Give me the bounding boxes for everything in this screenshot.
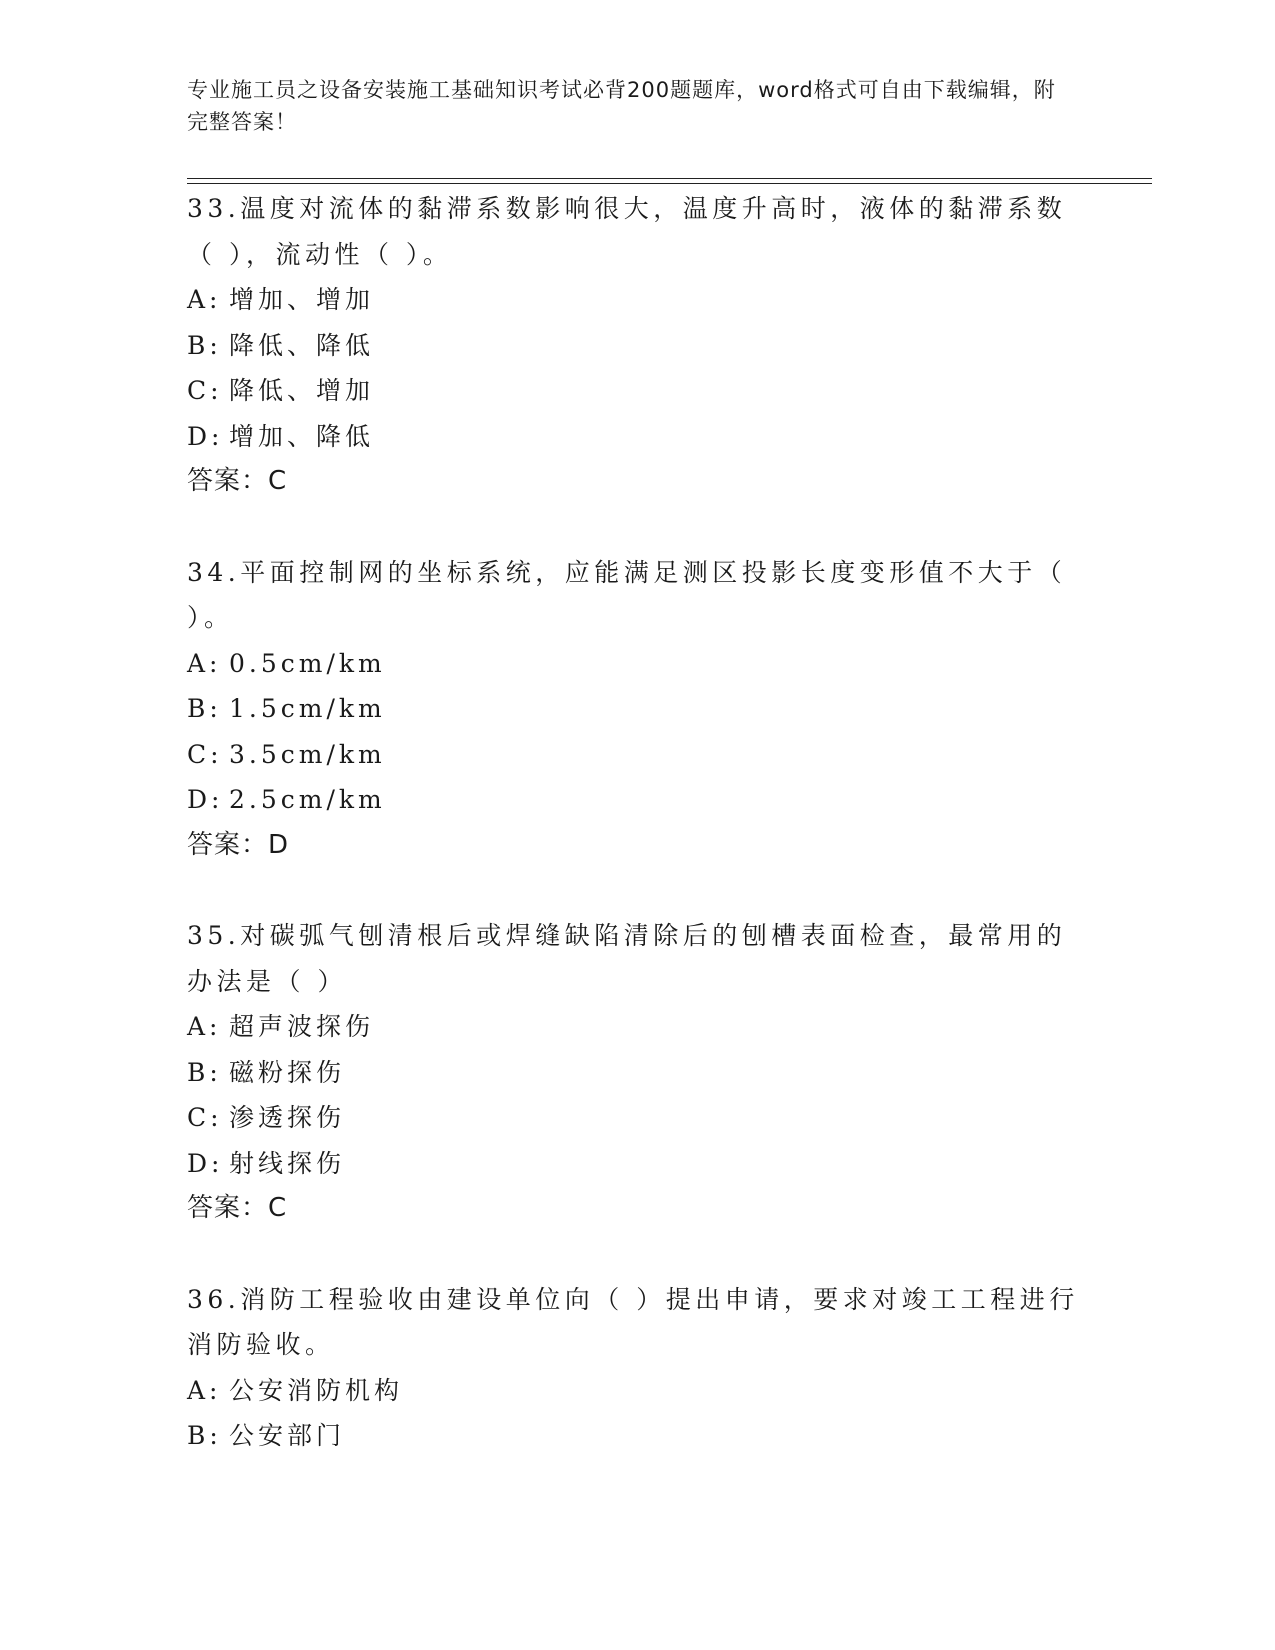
question-33 — [187, 186, 1087, 505]
option-key: C: — [187, 376, 223, 405]
option-b — [187, 686, 1087, 732]
option-text: 射线探伤 — [229, 1148, 346, 1178]
question-34 — [187, 550, 1087, 869]
option-a — [187, 277, 1087, 323]
option-key: A: — [187, 285, 222, 314]
question-stem: 34.平面控制网的坐标系统，应能满足测区投影长度变形值不大于（ ）。 — [187, 557, 1067, 632]
option-key: B: — [187, 694, 222, 723]
option-key: B: — [187, 1057, 222, 1087]
option-key: A: — [187, 1375, 222, 1405]
option-text: 增加、降低 — [229, 421, 375, 451]
option-text: 1.5cm/km — [229, 694, 386, 723]
option-key: A: — [187, 648, 222, 678]
option-c — [187, 732, 1087, 778]
option-text: 0.5cm/km — [229, 648, 386, 678]
question-36 — [187, 1277, 1087, 1459]
question-stem: 36.消防工程验收由建设单位向（ ）提出申请，要求对竣工工程进行消防验收。 — [187, 1284, 1079, 1359]
option-text: 渗透探伤 — [229, 1103, 346, 1132]
option-key: B: — [187, 330, 222, 360]
option-key: C: — [187, 739, 223, 769]
option-c — [187, 1095, 1087, 1141]
option-d — [187, 414, 1087, 460]
answer-line: 答案：D — [187, 829, 290, 860]
header-divider-top — [187, 178, 1152, 179]
question-stem: 33.温度对流体的黏滞系数影响很大，温度升高时，液体的黏滞系数（ ），流动性（ ）。 — [187, 194, 1067, 269]
question-35 — [187, 913, 1087, 1232]
option-text: 3.5cm/km — [229, 739, 386, 769]
answer-line: 答案：C — [187, 466, 288, 496]
option-text: 超声波探伤 — [229, 1012, 375, 1041]
header-divider-bottom — [187, 183, 1152, 184]
option-key: C: — [187, 1103, 223, 1132]
option-key: D: — [187, 1148, 224, 1178]
option-a — [187, 1004, 1087, 1050]
option-d — [187, 1141, 1087, 1187]
option-c — [187, 368, 1087, 414]
option-key: D: — [187, 421, 224, 451]
question-stem: 35.对碳弧气刨清根后或焊缝缺陷清除后的刨槽表面检查，最常用的办法是（ ） — [187, 921, 1067, 996]
option-text: 增加、增加 — [229, 285, 375, 314]
option-text: 2.5cm/km — [229, 785, 386, 814]
option-key: A: — [187, 1012, 222, 1041]
option-text: 公安部门 — [229, 1421, 346, 1450]
option-b — [187, 1413, 1087, 1459]
option-d — [187, 777, 1087, 823]
option-key: B: — [187, 1421, 222, 1450]
document-header: 专业施工员之设备安装施工基础知识考试必背200题题库，word格式可自由下载编辑，附完整答案！ — [187, 78, 1056, 134]
option-text: 降低、增加 — [229, 376, 375, 405]
option-a — [187, 641, 1087, 687]
option-key: D: — [187, 785, 224, 814]
option-text: 降低、降低 — [229, 330, 375, 360]
option-a — [187, 1368, 1087, 1414]
option-b — [187, 1050, 1087, 1096]
option-text: 公安消防机构 — [229, 1375, 404, 1405]
answer-line: 答案：C — [187, 1193, 288, 1223]
option-b — [187, 323, 1087, 369]
question-list — [187, 186, 1087, 1504]
option-text: 磁粉探伤 — [229, 1057, 346, 1087]
